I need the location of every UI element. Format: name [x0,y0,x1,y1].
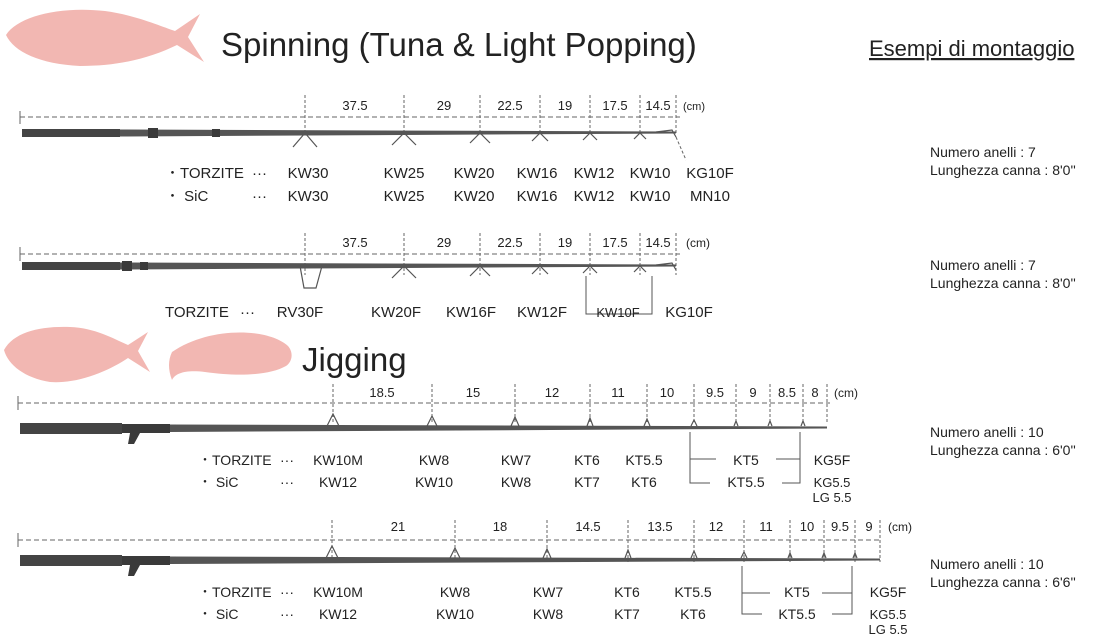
guide-label: KG10F [665,304,713,321]
row-label: ・ SiC [165,188,209,205]
unit-label: (cm) [686,236,710,250]
guide-label: KW8 [439,584,471,600]
guide-label: KW20 [453,188,495,205]
guide-label: KT6 [614,584,640,600]
dots: ··· [280,474,294,490]
segment-label: 37.5 [342,235,368,250]
guide-label: KW8 [532,606,564,622]
segment-label: 9 [749,385,757,400]
guide-label: KG10F [686,165,734,182]
rod-butt [22,262,120,270]
rod-info: Lunghezza canna : 6'6'' [930,574,1076,590]
guide-icon [326,546,857,558]
guide-label: KT5.5 [625,452,663,468]
guide-label: KG5F [813,452,851,468]
row-label: ・ SiC [198,606,239,622]
segment-label: 9 [865,519,873,534]
rod-diagram-4 [18,519,1076,637]
guide-label: KW10 [629,188,671,205]
rod-info: Numero anelli : 10 [930,424,1044,440]
guide-label: KT5.5 [778,606,816,622]
segment-label: 29 [436,98,452,113]
unit-label: (cm) [834,386,858,400]
rod-info: Numero anelli : 7 [930,144,1036,160]
rod-blank [170,425,827,433]
segment-label: 14.5 [575,519,601,534]
segment-label: 14.5 [645,98,671,113]
segment-label: 13.5 [647,519,673,534]
guide-icon [327,414,805,426]
rod-butt [20,423,122,434]
guide-label: KT6 [631,474,657,490]
segment-label: 17.5 [602,235,628,250]
guide-label: KW30 [287,188,329,205]
guide-label: KW10M [313,452,363,468]
segment-label: 15 [465,385,481,400]
guide-label: KW16F [445,304,497,321]
segment-label: 29 [436,235,452,250]
guide-label: KW8 [418,452,450,468]
guide-label: KT7 [574,474,600,490]
examples-title: Esempi di montaggio [869,36,1075,61]
guide-label: LG 5.5 [812,490,852,505]
row-label: ・TORZITE [165,165,244,182]
guide-label: KW7 [500,452,532,468]
eel-silhouette-icon [169,332,292,380]
guide-label: KW8 [500,474,532,490]
tuna-silhouette-icon [6,10,204,66]
guide-label: KT6 [680,606,706,622]
segment-label: 10 [659,385,675,400]
guide-label: KW25 [383,188,425,205]
guide-label: KW12 [573,188,615,205]
guide-label: RV30F [276,304,324,321]
rod-reel-seat [122,424,170,444]
segment-label: 11 [611,385,625,400]
rod-diagram-3 [18,384,1076,505]
segment-label: 9.5 [830,519,850,534]
guide-label: KG5F [869,584,907,600]
guide-label: LG 5.5 [868,622,908,637]
dots: ··· [280,452,294,468]
guide-label: KW12 [318,606,358,622]
rod-info: Lunghezza canna : 6'0'' [930,442,1076,458]
row-label: ・ SiC [198,474,239,490]
segment-label: 19 [557,98,573,113]
guide-label: KW10 [435,606,475,622]
guide-label: KW10 [414,474,454,490]
guide-label: KW10 [629,165,671,182]
dots: ··· [280,606,294,622]
dimension-ticks [332,520,880,562]
segment-label: 8 [811,385,819,400]
spinning-title: Spinning (Tuna & Light Popping) [221,26,697,63]
segment-label: 18.5 [369,385,395,400]
segment-label: 19 [557,235,573,250]
unit-label: (cm) [888,520,912,534]
guide-label: KW20F [370,304,422,321]
guide-label: KW10F [596,305,640,320]
guide-label: KW16 [516,165,558,182]
guide-label: KT5.5 [727,474,765,490]
guide-label: KG5.5 [813,475,851,490]
guide-label: KW16 [516,188,558,205]
dots: ··· [240,304,255,321]
segment-label: 21 [390,519,406,534]
unit-label: (cm) [683,101,705,113]
rod-info: Numero anelli : 10 [930,556,1044,572]
segment-label: 18 [492,519,508,534]
segment-label: 17.5 [602,98,628,113]
row-label: ・TORZITE [198,452,272,468]
rod-reel-seat [122,556,170,576]
segment-label: 9.5 [705,385,725,400]
rod-diagram-2 [20,233,1076,321]
dots: ··· [252,165,267,182]
guide-label: KG5.5 [869,607,907,622]
guide-label: KW20 [453,165,495,182]
guide-label: KT7 [614,606,640,622]
segment-label: 10 [799,519,815,534]
guide-label: KW12 [318,474,358,490]
rod-butt [22,129,120,137]
guide-label: KT5 [784,584,810,600]
segment-label: 11 [759,519,773,534]
guide-label: KW25 [383,165,425,182]
guide-label: KT5.5 [674,584,712,600]
rod-blank [170,557,880,565]
segment-label: 22.5 [497,98,523,113]
guide-label: KW10M [313,584,363,600]
jigging-title: Jigging [302,341,407,378]
guide-label: KW12 [573,165,615,182]
segment-label: 8.5 [777,385,797,400]
rod-diagram-1 [20,95,1076,205]
segment-label: 37.5 [342,98,368,113]
guide-label: KT6 [574,452,600,468]
segment-label: 14.5 [645,235,671,250]
amberjack-silhouette-icon [4,327,150,382]
guide-label: KW12F [516,304,568,321]
row-label: TORZITE [165,304,229,321]
guide-label: KT5 [733,452,759,468]
segment-label: 22.5 [497,235,523,250]
rod-info: Lunghezza canna : 8'0'' [930,275,1076,291]
dots: ··· [280,584,294,600]
rod-info: Numero anelli : 7 [930,257,1036,273]
dots: ··· [252,188,267,205]
segment-label: 12 [544,385,560,400]
rod-butt [20,555,122,566]
segment-label: 12 [708,519,724,534]
guide-label: MN10 [689,188,731,205]
guide-label: KW7 [532,584,564,600]
row-label: ・TORZITE [198,584,272,600]
rod-info: Lunghezza canna : 8'0'' [930,162,1076,178]
guide-label: KW30 [287,165,329,182]
